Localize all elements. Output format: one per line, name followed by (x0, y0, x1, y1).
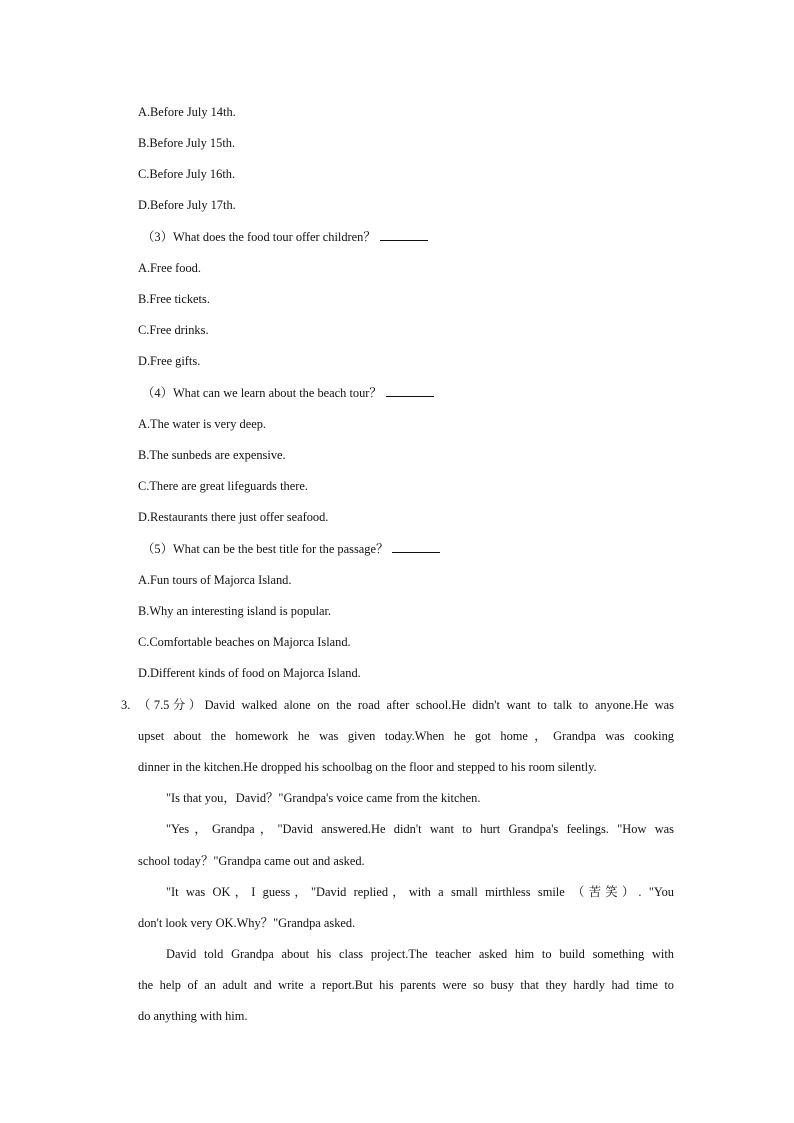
q3-option-a: A.Free food. (138, 261, 201, 275)
q5-option-c: C.Comfortable beaches on Majorca Island. (138, 635, 351, 649)
passage-line-6: school today？"Grandpa came out and asked. (138, 854, 365, 868)
q2-option-a: A.Before July 14th. (138, 105, 236, 119)
q4-question-row (142, 385, 434, 401)
passage-line-10: the help of an adult and write a report.But his parents were so busy that they hardly had time to (138, 978, 674, 992)
q3-answer-blank (380, 229, 428, 241)
passage-line-7: "It was OK，I guess，"David replied，with a small mirthless smile （苦笑）. "You (166, 885, 674, 899)
q3-question-text: （3）What does the food tour offer children？ (142, 230, 376, 244)
q4-option-c: C.There are great lifeguards there. (138, 479, 308, 493)
q2-option-d: D.Before July 17th. (138, 198, 236, 212)
q4-option-d: D.Restaurants there just offer seafood. (138, 510, 329, 524)
q5-question-row (142, 541, 440, 557)
q5-answer-blank (392, 541, 440, 553)
passage-line-11: do anything with him. (138, 1009, 248, 1023)
q2-option-c: C.Before July 16th. (138, 167, 236, 181)
passage-line-3: dinner in the kitchen.He dropped his schoolbag on the floor and stepped to his room silently. (138, 760, 597, 774)
passage-line-8: don't look very OK.Why？"Grandpa asked. (138, 916, 356, 930)
q5-option-d: D.Different kinds of food on Majorca Island. (138, 666, 361, 680)
q5-question-text: （5）What can be the best title for the passage？ (142, 542, 389, 556)
section3-number: 3. (121, 698, 131, 712)
q2-option-b: B.Before July 15th. (138, 136, 236, 150)
passage-line-9: David told Grandpa about his class project.The teacher asked him to build something with (166, 947, 674, 961)
passage-line-1: （7.5分）David walked alone on the road after school.He didn't want to talk to anyone.He was (138, 698, 674, 712)
q3-option-c: C.Free drinks. (138, 323, 209, 337)
q5-option-a: A.Fun tours of Majorca Island. (138, 573, 292, 587)
passage-line-4: "Is that you，David？"Grandpa's voice came from the kitchen. (166, 791, 481, 805)
q4-answer-blank (386, 385, 434, 397)
q4-option-b: B.The sunbeds are expensive. (138, 448, 286, 462)
q4-option-a: A.The water is very deep. (138, 417, 266, 431)
q3-option-d: D.Free gifts. (138, 354, 201, 368)
q3-question-row (142, 229, 428, 245)
q4-question-text: （4）What can we learn about the beach tour？ (142, 386, 382, 400)
passage-line-5: "Yes，Grandpa，"David answered.He didn't want to hurt Grandpa's feelings. "How was (166, 822, 674, 836)
q5-option-b: B.Why an interesting island is popular. (138, 604, 332, 618)
q3-option-b: B.Free tickets. (138, 292, 210, 306)
passage-line-2: upset about the homework he was given today.When he got home，Grandpa was cooking (138, 729, 674, 743)
